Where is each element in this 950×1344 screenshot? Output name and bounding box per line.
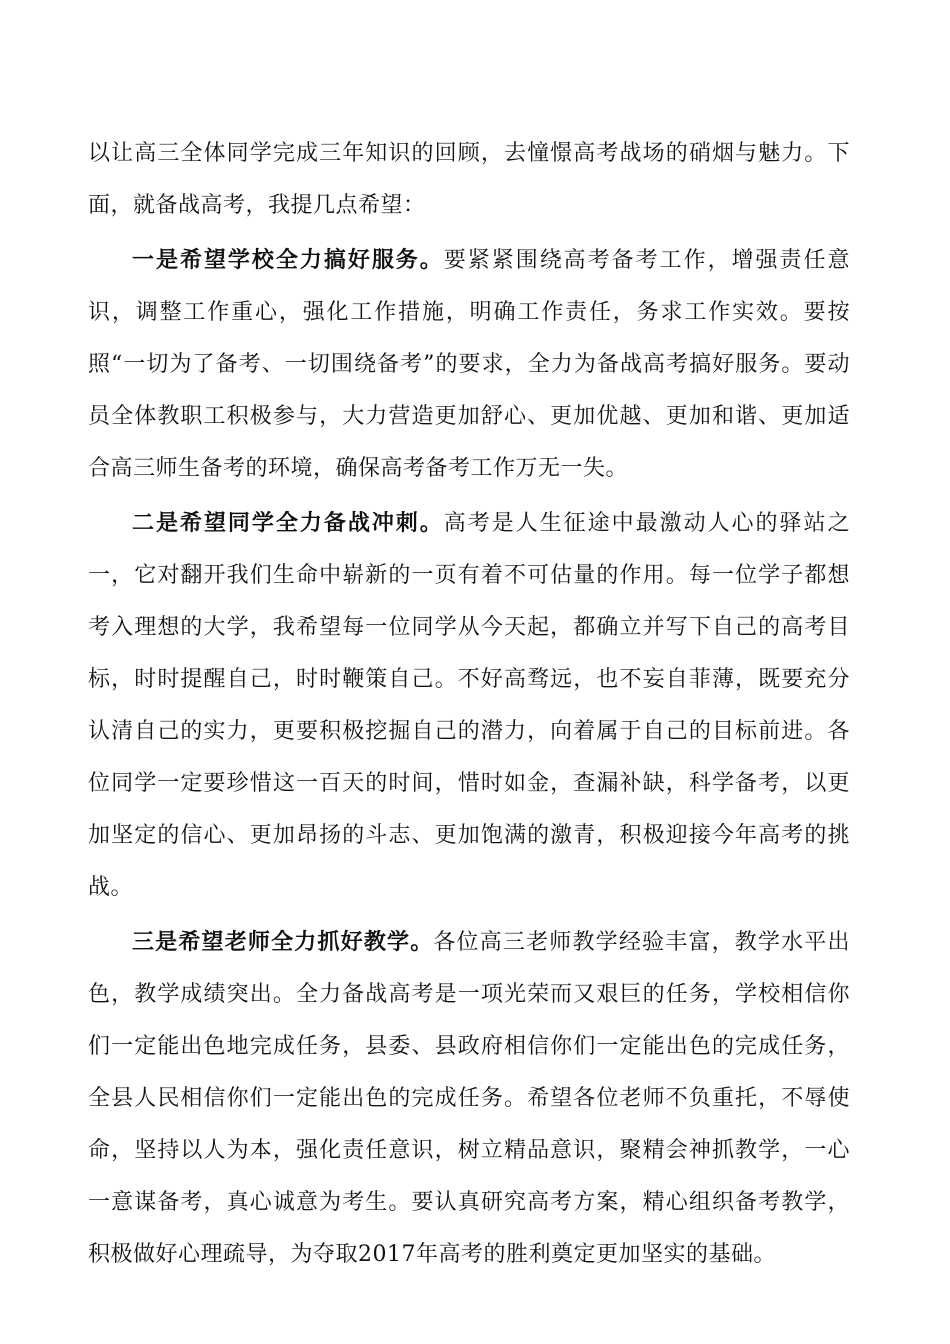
document-body xyxy=(88,128,850,1281)
paragraph-students xyxy=(88,497,850,914)
paragraph-students-lead: 二是希望同学全力备战冲刺。 xyxy=(132,510,444,536)
paragraph-teachers-lead: 三是希望老师全力抓好教学。 xyxy=(132,929,434,955)
paragraph-students-text: 高考是人生征途中最激动人心的驿站之一，它对翻开我们生命中崭新的一页有着不可估量的作用。每一位学子都想考入理想的大学，我希望每一位同学从今天起，都确立并写下自己的高考目标，时时提醒自己，时时鞭策自己。不好高骛远，也不妄自菲薄，既要充分认清自己的实力，更要积极挖掘自己的潜力，向着属于自己的目标前进。各位同学一定要珍惜这一百天的时间，惜时如金，查漏补缺，科学备考，以更加坚定的信心、更加昂扬的斗志、更加饱满的激青，积极迎接今年高考的挑战。 xyxy=(88,511,850,900)
paragraph-school xyxy=(88,234,850,495)
paragraph-intro xyxy=(88,128,850,232)
paragraph-school-lead: 一是希望学校全力搞好服务。 xyxy=(132,247,444,273)
paragraph-teachers-text: 各位高三老师教学经验丰富，教学水平出色，教学成绩突出。全力备战高考是一项光荣而又艰巨的任务，学校相信你们一定能出色地完成任务，县委、县政府相信你们一定能出色的完成任务，全县人民相信你们一定能出色的完成任务。希望各位老师不负重托，不辱使命，坚持以人为本，强化责任意识，树立精品意识，聚精会神抓教学，一心一意谋备考，真心诚意为考生。要认真研究高考方案，精心组织备考教学，积极做好心理疏导，为夺取2017年高考的胜利奠定更加坚实的基础。 xyxy=(88,930,850,1267)
paragraph-school-text: 要紧紧围绕高考备考工作，增强责任意识，调整工作重心，强化工作措施，明确工作责任，务求工作实效。要按照“一切为了备考、一切围绕备考”的要求，全力为备战高考搞好服务。要动员全体教职工积极参与，大力营造更加舒心、更加优越、更加和谐、更加适合高三师生备考的环境，确保高考备考工作万无一失。 xyxy=(88,248,850,481)
paragraph-intro-text: 以让高三全体同学完成三年知识的回顾，去憧憬高考战场的硝烟与魅力。下面，就备战高考，我提几点希望： xyxy=(88,141,850,218)
paragraph-teachers xyxy=(88,916,850,1281)
